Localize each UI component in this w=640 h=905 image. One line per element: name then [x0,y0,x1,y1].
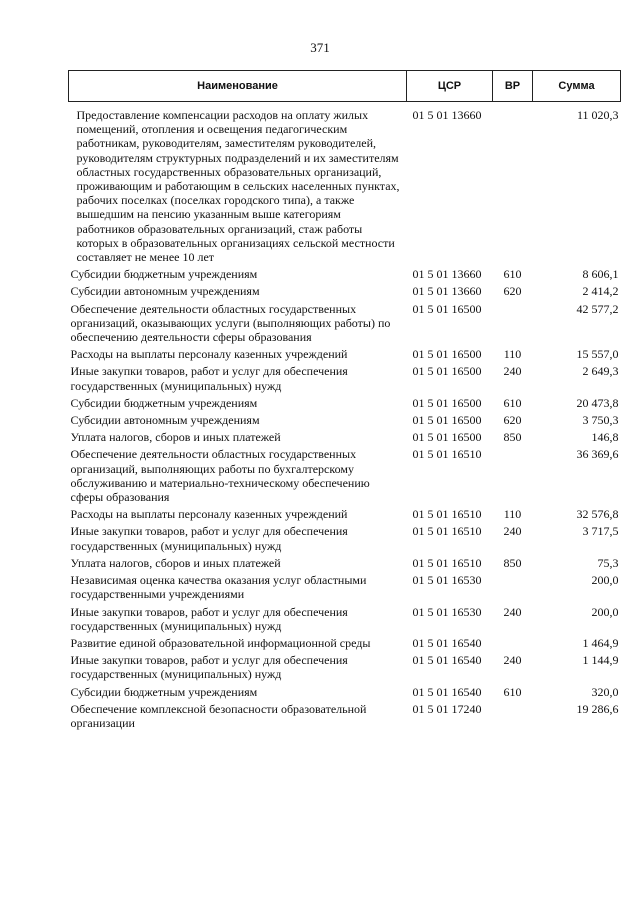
row-vr-cell: 850 [503,555,522,570]
row-name-cell: Развитие единой образовательной информационной среды [70,635,371,650]
row-name-cell: Субсидии бюджетным учреждениям [70,267,258,282]
row-csr-cell: 01 5 01 16510 [412,555,482,570]
row-sum-cell: 8 606,1 [582,267,619,282]
table-body [69,102,621,733]
table-row [69,604,621,635]
row-name-cell: Уплата налогов, сборов и иных платежей [70,430,281,445]
row-sum-cell: 1 464,9 [582,635,619,650]
row-csr-cell: 01 5 01 16510 [412,447,482,462]
row-vr-cell: 110 [503,507,522,522]
row-name-cell: Независимая оценка качества оказания услуг областными государственными учреждениями [70,573,367,602]
row-name-cell: Субсидии автономным учреждениям [70,284,260,299]
row-name-cell: Иные закупки товаров, работ и услуг для обеспечения государственных (муниципальных) нужд [70,364,348,393]
header-vr: ВР [493,71,533,102]
row-csr-cell: 01 5 01 16500 [412,301,482,316]
table-row [69,412,621,429]
row-vr-cell: 110 [503,347,522,362]
row-sum-cell: 19 286,6 [576,701,619,716]
table-row [69,572,621,603]
header-sum: Сумма [533,71,621,102]
budget-table [68,70,621,732]
row-vr-cell: 610 [503,267,522,282]
row-name-cell: Уплата налогов, сборов и иных платежей [70,555,281,570]
table-row [69,506,621,523]
row-csr-cell: 01 5 01 16530 [412,573,482,588]
row-csr-cell: 01 5 01 13660 [412,267,482,282]
row-vr-cell [493,102,533,267]
row-sum-cell: 2 649,3 [582,364,619,379]
row-csr-cell: 01 5 01 16530 [412,604,482,619]
row-name-cell: Субсидии автономным учреждениям [70,413,260,428]
table-row [69,429,621,446]
row-name-cell: Обеспечение деятельности областных государственных организаций, оказывающих услуги (выполняющих работы) по обеспечению деятельности сферы образования [70,301,391,345]
row-vr-cell: 850 [503,430,522,445]
row-sum-cell: 32 576,8 [576,507,619,522]
table-row [69,701,621,732]
row-vr-cell [493,572,533,603]
row-sum-cell: 200,0 [591,604,619,619]
row-csr-cell: 01 5 01 16500 [412,413,482,428]
row-name-cell: Обеспечение деятельности областных государственных организаций, выполняющих работы по бухгалтерскому обслуживанию и материально-техническому обеспечению сферы образования [70,447,370,505]
table-row [69,346,621,363]
row-sum-cell: 20 473,8 [576,395,619,410]
table-row [69,102,621,267]
table-row [69,266,621,283]
row-sum-cell: 200,0 [591,573,619,588]
table-row [69,283,621,300]
row-vr-cell: 610 [503,395,522,410]
row-name-cell: Иные закупки товаров, работ и услуг для обеспечения государственных (муниципальных) нужд [70,604,348,633]
row-csr-cell: 01 5 01 16500 [412,430,482,445]
row-name-cell: Субсидии бюджетным учреждениям [70,395,258,410]
table-row [69,555,621,572]
row-name-cell: Иные закупки товаров, работ и услуг для обеспечения государственных (муниципальных) нужд [70,653,348,682]
row-sum-cell: 36 369,6 [576,447,619,462]
header-name: Наименование [69,71,407,102]
row-vr-cell [493,635,533,652]
row-sum-cell: 3 750,3 [582,413,619,428]
table-row [69,523,621,554]
row-name-cell: Иные закупки товаров, работ и услуг для обеспечения государственных (муниципальных) нужд [70,524,348,553]
row-vr-cell [493,701,533,732]
row-vr-cell: 240 [503,653,522,668]
row-name-cell: Обеспечение комплексной безопасности образовательной организации [70,701,367,730]
row-vr-cell: 620 [503,413,522,428]
table-header-row [69,71,621,102]
row-sum-cell: 42 577,2 [576,301,619,316]
row-csr-cell: 01 5 01 16540 [412,653,482,668]
row-csr-cell: 01 5 01 16500 [412,395,482,410]
row-sum-cell: 146,8 [591,430,619,445]
page-number: 371 [310,40,330,55]
table-row [69,652,621,683]
table-row [69,635,621,652]
row-name-cell: Расходы на выплаты персоналу казенных учреждений [70,507,348,522]
row-csr-cell: 01 5 01 17240 [412,701,482,716]
row-vr-cell: 610 [503,684,522,699]
row-csr-cell: 01 5 01 16510 [412,507,482,522]
table-row [69,301,621,347]
row-csr-cell: 01 5 01 13660 [412,284,482,299]
row-csr-cell: 01 5 01 16510 [412,524,482,539]
header-csr: ЦСР [407,71,493,102]
row-vr-cell: 240 [503,524,522,539]
row-vr-cell: 620 [503,284,522,299]
row-sum-cell: 320,0 [591,684,619,699]
row-csr-cell: 01 5 01 13660 [412,108,482,122]
row-vr-cell [493,301,533,347]
row-sum-cell: 3 717,5 [582,524,619,539]
row-csr-cell: 01 5 01 16540 [412,635,482,650]
row-sum-cell: 11 020,3 [576,108,619,122]
row-name-cell: Субсидии бюджетным учреждениям [70,684,258,699]
row-vr-cell [493,446,533,506]
row-vr-cell: 240 [503,604,522,619]
row-csr-cell: 01 5 01 16500 [412,347,482,362]
row-csr-cell: 01 5 01 16540 [412,684,482,699]
row-sum-cell: 2 414,2 [582,284,619,299]
row-sum-cell: 75,3 [597,555,619,570]
row-name-cell: Предоставление компенсации расходов на оплату жилых помещений, отопления и освещения педагогическим работникам, руководителям, заместителям руководителей, руководителям структурных подразделений и их заместителям областных государственных образовательных организаций, проживающим и работающим в сельских населенных пунктах, рабочих поселках (поселках городского типа), а также вышедшим на пенсию указанным выше категориям работников образовательных организаций, стаж работы которых в образовательных организациях сельской местности составляет не менее 10 лет [76,108,400,265]
table-row [69,395,621,412]
row-vr-cell: 240 [503,364,522,379]
row-name-cell: Расходы на выплаты персоналу казенных учреждений [70,347,348,362]
table-row [69,363,621,394]
table-row [69,684,621,701]
row-sum-cell: 15 557,0 [576,347,619,362]
table-row [69,446,621,506]
row-csr-cell: 01 5 01 16500 [412,364,482,379]
row-sum-cell: 1 144,9 [582,653,619,668]
